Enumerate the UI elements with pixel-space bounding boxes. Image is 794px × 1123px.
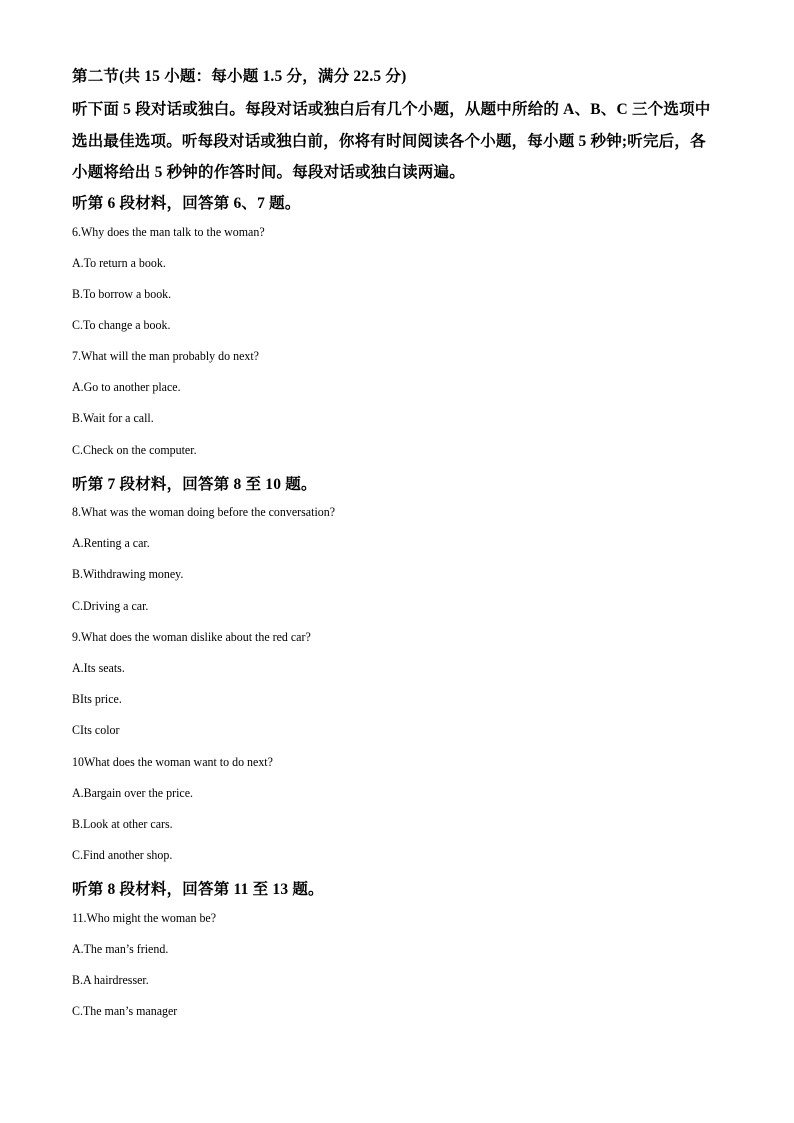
group-header-7: 听第 7 段材料，回答第 8 至 10 题。 [72,476,317,493]
option-6a: A.To return a book. [72,255,166,270]
option-9a: A.Its seats. [72,660,125,675]
option-8c: C.Driving a car. [72,598,149,613]
option-7b: B.Wait for a call. [72,410,154,425]
option-7c: C.Check on the computer. [72,442,197,457]
question-8: 8.What was the woman doing before the conversation? [72,504,336,519]
option-8b: B.Withdrawing money. [72,566,184,581]
option-10c: C.Find another shop. [72,847,173,862]
option-6c: C.To change a book. [72,317,171,332]
question-9: 9.What does the woman dislike about the red car? [72,629,311,644]
option-9c: CIts color [72,722,120,737]
option-9b: BIts price. [72,691,122,706]
option-8a: A.Renting a car. [72,535,150,550]
instruction-line-1: 听下面 5 段对话或独白。每段对话或独白后有几个小题，从题中所给的 A、B、C 三个选项中 [72,101,711,118]
question-6: 6.Why does the man talk to the woman? [72,224,265,239]
option-7a: A.Go to another place. [72,379,181,394]
group-header-8: 听第 8 段材料，回答第 11 至 13 题。 [72,881,324,898]
option-11c: C.The man’s manager [72,1003,178,1018]
option-11a: A.The man’s friend. [72,941,169,956]
option-6b: B.To borrow a book. [72,286,172,301]
question-10: 10What does the woman want to do next? [72,754,273,769]
option-11b: B.A hairdresser. [72,972,149,987]
option-10b: B.Look at other cars. [72,816,173,831]
question-7: 7.What will the man probably do next? [72,348,260,363]
instruction-line-2: 选出最佳选项。听每段对话或独白前，你将有时间阅读各个小题，每小题 5 秒钟;听完后，各 [72,133,706,150]
option-10a: A.Bargain over the price. [72,785,194,800]
group-header-6: 听第 6 段材料，回答第 6、7 题。 [72,195,301,212]
instruction-line-3: 小题将给出 5 秒钟的作答时间。每段对话或独白读两遍。 [72,164,465,181]
question-11: 11.Who might the woman be? [72,910,217,925]
section-heading: 第二节(共 15 小题：每小题 1.5 分，满分 22.5 分) [72,68,407,85]
